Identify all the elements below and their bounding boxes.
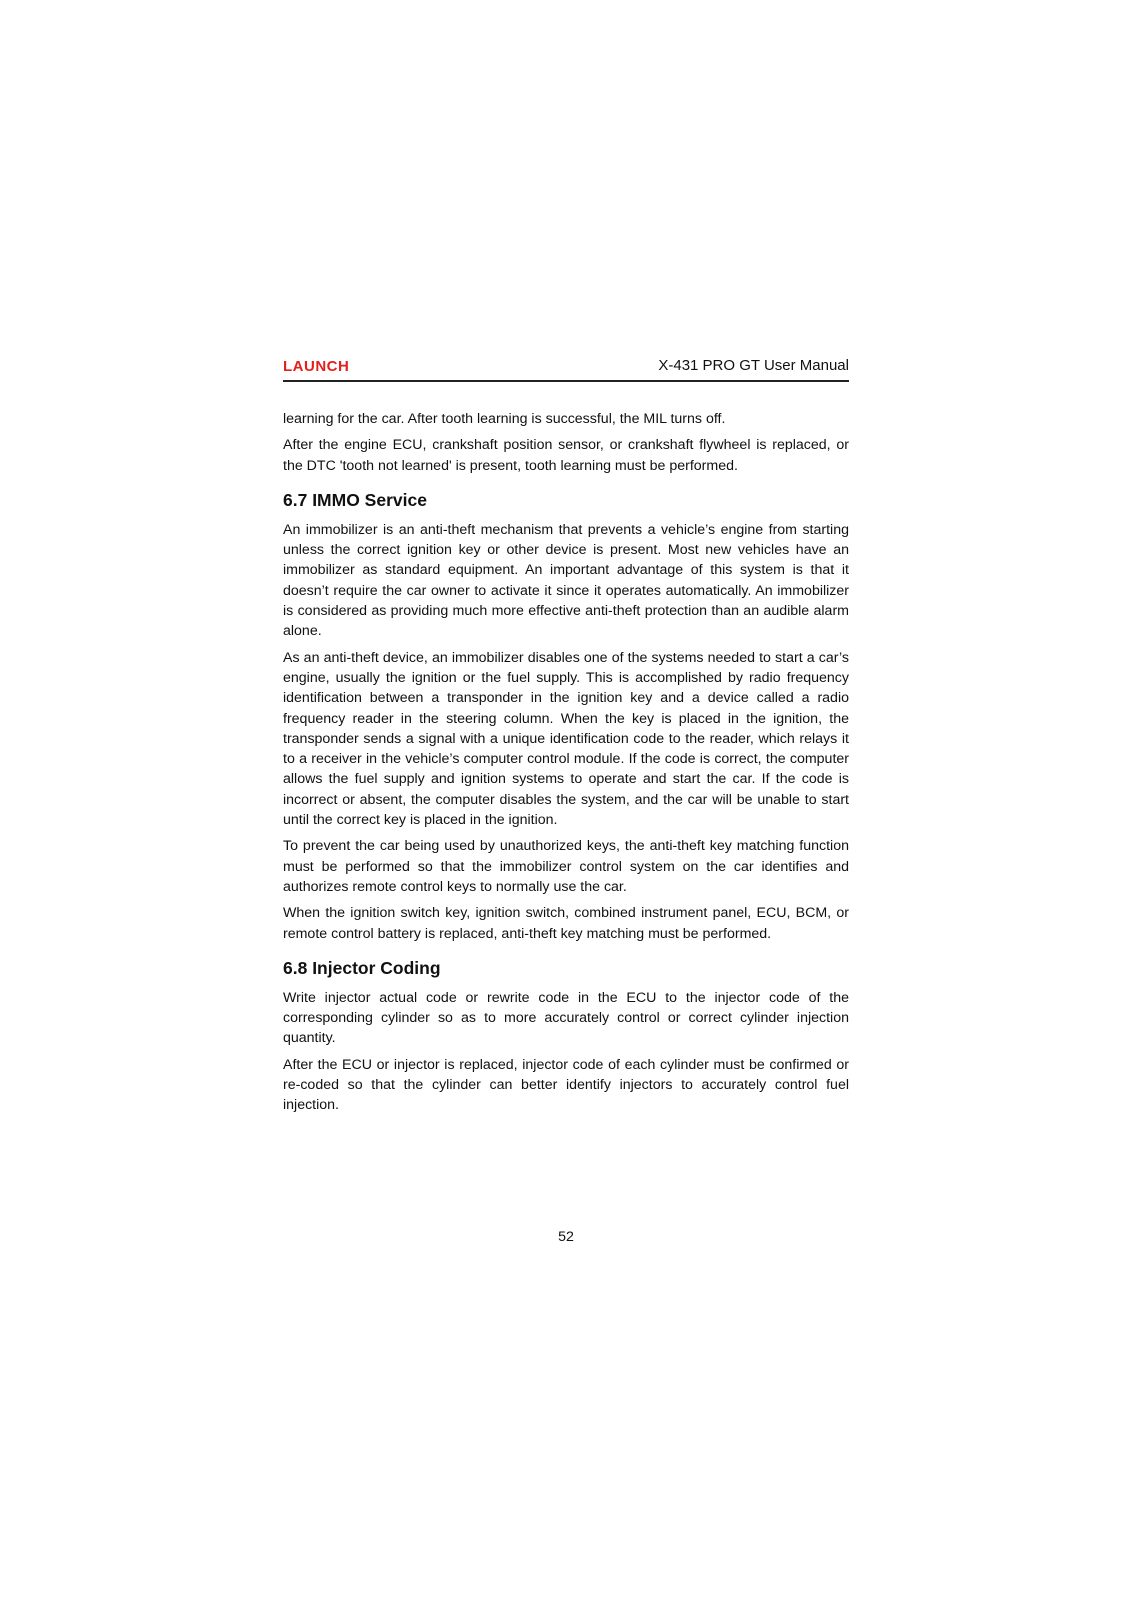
- paragraph: As an anti-theft device, an immobilizer disables one of the systems needed to start a car’s engine, usually the ignition or the fuel supply. This is accomplished by radio frequency identification between a transponder in the ignition key and a device called a radio frequency reader in the steering column. When the key is placed in the ignition, the transponder sends a signal with a unique identification code to the reader, which relays it to a receiver in the vehicle’s computer control module. If the code is correct, the computer allows the fuel supply and ignition systems to operate and start the car. If the code is incorrect or absent, the computer disables the system, and the car will be unable to start until the correct key is placed in the ignition.: [283, 649, 849, 829]
- paragraph: To prevent the car being used by unauthorized keys, the anti-theft key matching function must be performed so that the immobilizer control system on the car identifies and authorizes remote control keys to normally use the car.: [283, 838, 849, 895]
- paragraph: After the ECU or injector is replaced, injector code of each cylinder must be confirmed or re-coded so that the cylinder can better identify injectors to accurately control fuel injection.: [283, 1056, 849, 1114]
- section-heading-injector-coding: 6.8 Injector Coding: [283, 957, 441, 978]
- manual-title: X-431 PRO GT User Manual: [658, 357, 849, 374]
- paragraph: When the ignition switch key, ignition switch, combined instrument panel, ECU, BCM, or remote control battery is replaced, anti-theft key matching must be performed.: [283, 905, 849, 942]
- paragraph: After the engine ECU, crankshaft position sensor, or crankshaft flywheel is replaced, or the DTC 'tooth not learned' is present, tooth learning must be performed.: [283, 437, 849, 474]
- paragraph: An immobilizer is an anti-theft mechanism that prevents a vehicle’s engine from starting unless the correct ignition key or other device is present. Most new vehicles have an immobilizer as standard equipment. An important advantage of this system is that it doesn’t require the car owner to activate it since it operates automatically. An immobilizer is considered as providing much more effective anti-theft protection than an audible alarm alone.: [283, 521, 849, 640]
- brand-logo: LAUNCH: [283, 358, 350, 375]
- page-number: 52: [558, 1229, 574, 1245]
- section-heading-immo-service: 6.7 IMMO Service: [283, 489, 427, 510]
- paragraph: Write injector actual code or rewrite code in the ECU to the injector code of the corresponding cylinder so as to more accurately control or correct cylinder injection quantity.: [283, 989, 849, 1047]
- page-header: [283, 356, 849, 382]
- paragraph: learning for the car. After tooth learning is successful, the MIL turns off.: [283, 411, 726, 427]
- page-content: [283, 409, 849, 1122]
